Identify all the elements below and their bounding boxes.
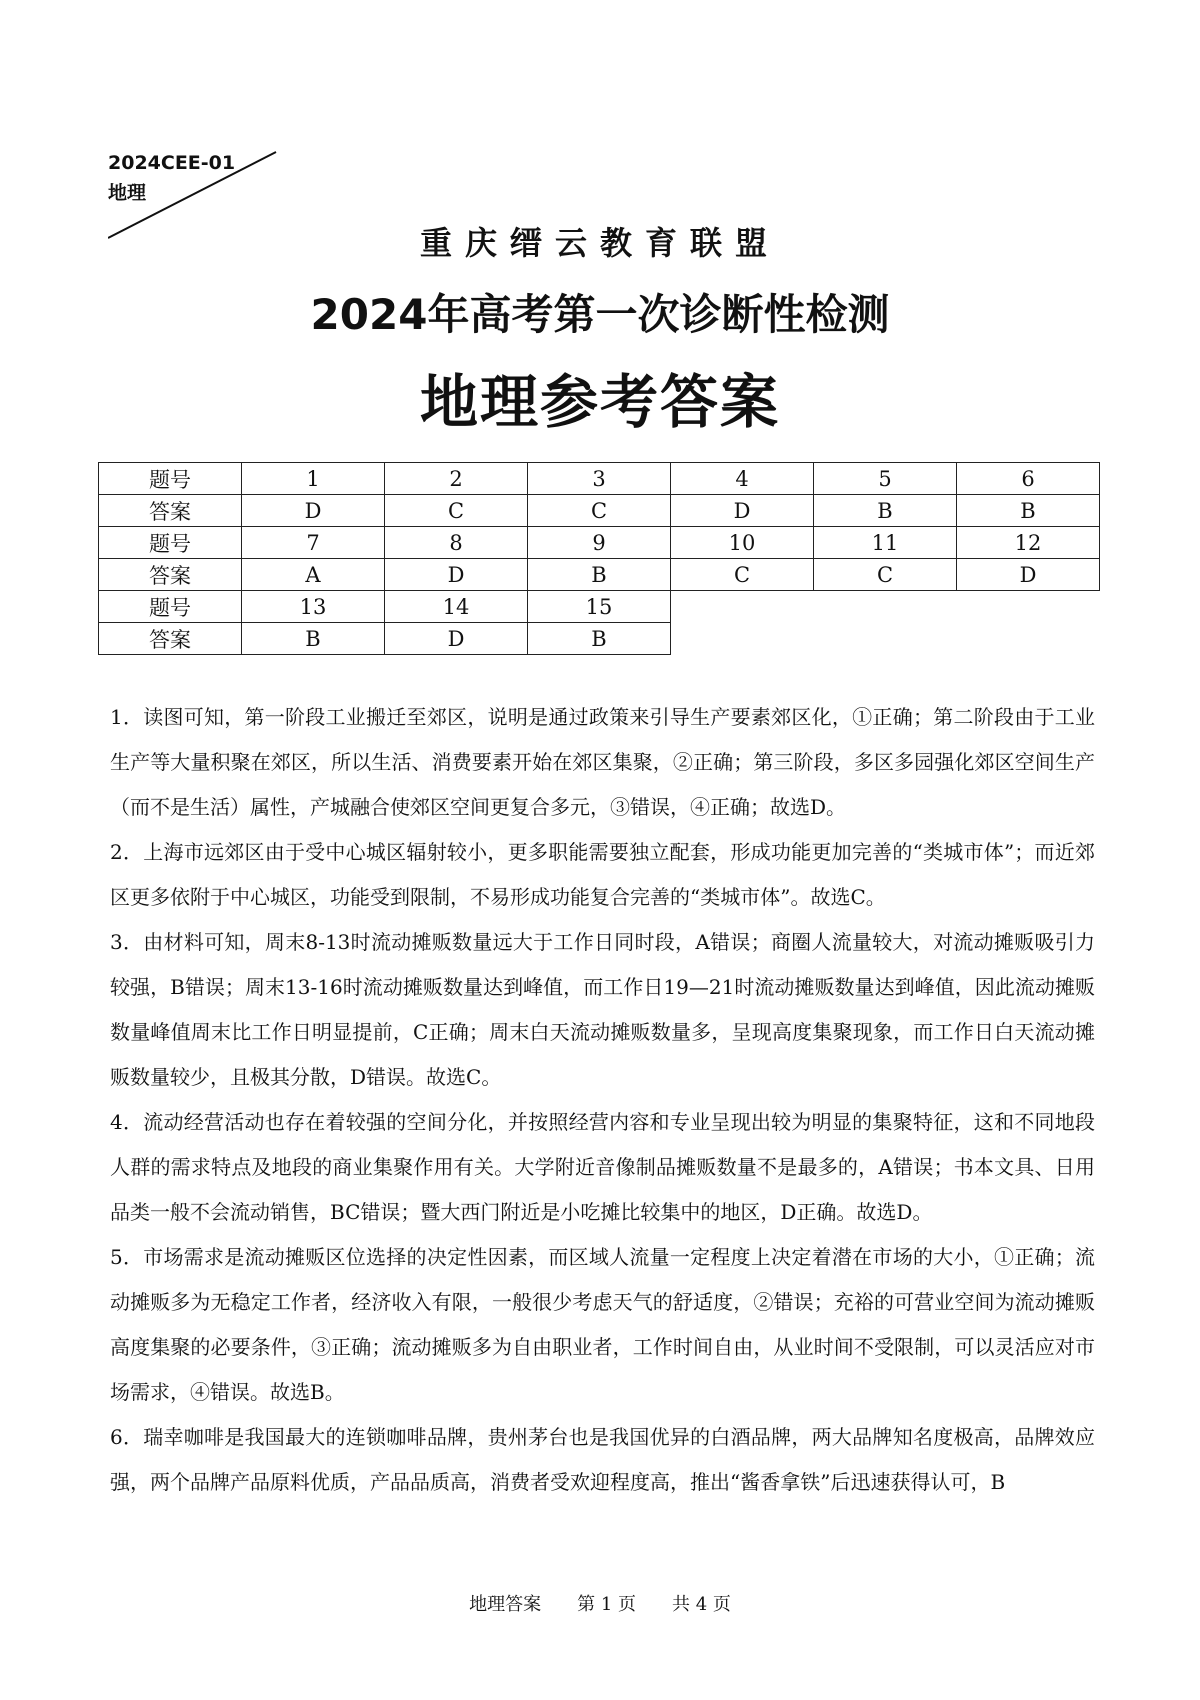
answer-table — [98, 462, 1100, 655]
answer-cell: B — [814, 495, 957, 527]
explanation-3: 3．由材料可知，周末8-13时流动摊贩数量远大于工作日同时段，A错误；商圈人流量较大，对流动摊贩吸引力较强，B错误；周末13-16时流动摊贩数量达到峰值，而工作日19—21时流动摊贩数量达到峰值，因此流动摊贩数量峰值周末比工作日明显提前，C正确；周末白天流动摊贩数量多，呈现高度集聚现象，而工作日白天流动摊贩数量较少，且极其分散，D错误。故选C。 — [110, 930, 1095, 1089]
answer-cell: D — [385, 623, 528, 655]
answer-row — [99, 623, 1100, 655]
answer-cell: D — [957, 559, 1100, 591]
answer-cell: C — [528, 495, 671, 527]
question-cell: 13 — [242, 591, 385, 623]
answer-cell: D — [242, 495, 385, 527]
explanation-6: 6．瑞幸咖啡是我国最大的连锁咖啡品牌，贵州茅台也是我国优异的白酒品牌，两大品牌知名度极高，品牌效应强，两个品牌产品原料优质，产品品质高，消费者受欢迎程度高，推出“酱香拿铁”后迅速获得认可，B — [110, 1425, 1095, 1494]
empty-cell — [957, 623, 1100, 655]
doc-subject: 地理 — [108, 182, 147, 204]
doc-code: 2024CEE-01 — [108, 152, 236, 174]
question-cell: 14 — [385, 591, 528, 623]
empty-cell — [957, 591, 1100, 623]
answer-cell: C — [671, 559, 814, 591]
question-cell: 6 — [957, 463, 1100, 495]
answer-row — [99, 495, 1100, 527]
doc-title: 地理参考答案 — [419, 368, 780, 436]
answer-cell: D — [385, 559, 528, 591]
answer-cell: A — [242, 559, 385, 591]
question-cell: 8 — [385, 527, 528, 559]
question-cell: 1 — [242, 463, 385, 495]
empty-cell — [814, 591, 957, 623]
empty-cell — [814, 623, 957, 655]
explanation-2: 2．上海市远郊区由于受中心城区辐射较小，更多职能需要独立配套，形成功能更加完善的“类城市体”；而近郊区更多依附于中心城区，功能受到限制，不易形成功能复合完善的“类城市体”。故选C。 — [110, 840, 1095, 909]
answer-cell: B — [528, 559, 671, 591]
explanation-5: 5．市场需求是流动摊贩区位选择的决定性因素，而区域人流量一定程度上决定着潜在市场的大小，①正确；流动摊贩多为无稳定工作者，经济收入有限，一般很少考虑天气的舒适度，②错误；充裕的可营业空间为流动摊贩高度集聚的必要条件，③正确；流动摊贩多为自由职业者，工作时间自由，从业时间不受限制，可以灵活应对市场需求，④错误。故选B。 — [110, 1245, 1095, 1404]
empty-cell — [671, 623, 814, 655]
question-cell: 12 — [957, 527, 1100, 559]
question-row — [99, 463, 1100, 495]
question-label-cell: 题号 — [99, 527, 242, 559]
question-cell: 11 — [814, 527, 957, 559]
question-cell: 7 — [242, 527, 385, 559]
explanations — [110, 695, 1095, 1505]
question-label-cell: 题号 — [99, 591, 242, 623]
answer-cell: C — [385, 495, 528, 527]
answer-label-cell: 答案 — [99, 495, 242, 527]
question-row — [99, 591, 1100, 623]
answer-cell: C — [814, 559, 957, 591]
answer-label-cell: 答案 — [99, 623, 242, 655]
page-footer: 地理答案 第 1 页 共 4 页 — [469, 1594, 731, 1615]
exam-title: 2024年高考第一次诊断性检测 — [310, 290, 890, 339]
answer-cell: B — [528, 623, 671, 655]
question-row — [99, 527, 1100, 559]
question-cell: 15 — [528, 591, 671, 623]
answer-cell: B — [957, 495, 1100, 527]
answer-row — [99, 559, 1100, 591]
org-title: 重庆缙云教育联盟 — [419, 224, 780, 262]
answer-cell: B — [242, 623, 385, 655]
empty-cell — [671, 591, 814, 623]
question-cell: 4 — [671, 463, 814, 495]
question-label-cell: 题号 — [99, 463, 242, 495]
question-cell: 3 — [528, 463, 671, 495]
question-cell: 2 — [385, 463, 528, 495]
question-cell: 9 — [528, 527, 671, 559]
explanation-1: 1．读图可知，第一阶段工业搬迁至郊区，说明是通过政策来引导生产要素郊区化，①正确；第二阶段由于工业生产等大量积聚在郊区，所以生活、消费要素开始在郊区集聚，②正确；第三阶段，多区多园强化郊区空间生产（而不是生活）属性，产城融合使郊区空间更复合多元，③错误，④正确；故选D。 — [110, 705, 1095, 819]
explanation-4: 4．流动经营活动也存在着较强的空间分化，并按照经营内容和专业呈现出较为明显的集聚特征，这和不同地段人群的需求特点及地段的商业集聚作用有关。大学附近音像制品摊贩数量不是最多的，A错误；书本文具、日用品类一般不会流动销售，BC错误；暨大西门附近是小吃摊比较集中的地区，D正确。故选D。 — [110, 1110, 1095, 1224]
question-cell: 5 — [814, 463, 957, 495]
answer-cell: D — [671, 495, 814, 527]
question-cell: 10 — [671, 527, 814, 559]
answer-label-cell: 答案 — [99, 559, 242, 591]
